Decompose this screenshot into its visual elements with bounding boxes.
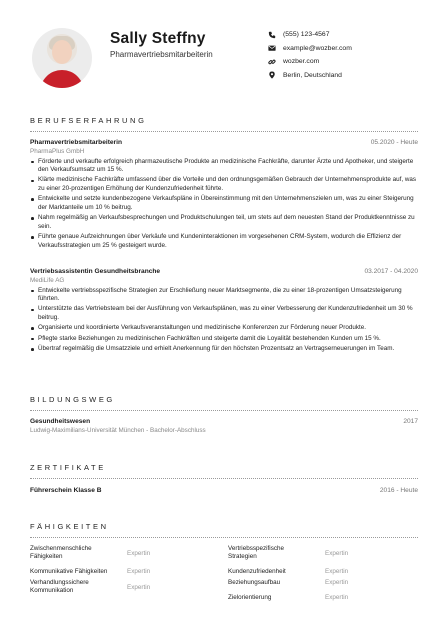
skill-name: Zwischenmenschliche Fähigkeiten xyxy=(30,545,92,561)
job-date: 03.2017 - 04.2020 xyxy=(364,268,418,275)
education-entry xyxy=(30,418,418,434)
email-icon xyxy=(268,44,276,52)
skill-level: Expertin xyxy=(325,594,349,601)
section-divider xyxy=(30,131,418,132)
link-icon xyxy=(268,58,276,66)
certificates-heading: ZERTIFIKATE xyxy=(30,463,106,472)
skill-name: Kundenzufriedenheit xyxy=(228,568,286,575)
job-company: PharmaPlus GmbH xyxy=(30,147,85,155)
skill-level: Expertin xyxy=(127,568,151,575)
job-title: Vertriebsassistentin Gesundheitsbranche xyxy=(30,268,161,275)
skill-level: Expertin xyxy=(325,550,349,557)
experience-section xyxy=(30,116,418,132)
education-title: Gesundheitswesen xyxy=(30,418,91,425)
certificate-title: Führerschein Klasse B xyxy=(30,487,102,494)
job-entry xyxy=(30,139,418,252)
job-bullet: Entwickelte vertriebsspezifische Strategien zur Erschließung neuer Marktsegmente, die zu einer 18-prozentigen Umsatzsteigerung führten. xyxy=(30,287,418,304)
skill-name: Beziehungsaufbau xyxy=(228,579,281,586)
job-company: MediLife AG xyxy=(30,276,65,284)
education-detail: Ludwig-Maximilians-Universität München - Bachelor-Abschluss xyxy=(30,426,206,434)
contact-phone-text: (555) 123-4567 xyxy=(283,31,330,39)
certificates-section xyxy=(30,463,418,479)
job-entry xyxy=(30,268,418,355)
section-divider xyxy=(30,537,418,538)
candidate-role: Pharmavertriebsmitarbeiterin xyxy=(110,50,213,59)
job-bullets xyxy=(30,287,418,354)
certificate-date: 2016 - Heute xyxy=(379,487,418,494)
job-bullet: Pflegte starke Beziehungen zu medizinischen Fachkräften und steigerte damit die Loyalität bestehenden Kunden um 15 %. xyxy=(30,335,418,344)
job-bullet: Übertraf regelmäßig die Umsatzziele und erhielt Anerkennung für den höchsten Prozentsatz an Vertragserneuerungen im Team. xyxy=(30,345,418,354)
job-date: 05.2020 - Heute xyxy=(370,139,418,146)
skills-heading: FÄHIGKEITEN xyxy=(30,522,109,531)
education-year: 2017 xyxy=(403,418,418,425)
contact-phone[interactable] xyxy=(268,28,352,42)
avatar xyxy=(32,28,92,88)
job-bullet: Führte genaue Aufzeichnungen über Verkäufe und Kundeninteraktionen im vorgesehenen CRM-System, wodurch die Effizienz der Verkaufsstrategien um 25 % gesteigert wurde. xyxy=(30,233,418,250)
candidate-name: Sally Steffny xyxy=(110,30,206,47)
job-title: Pharmavertriebsmitarbeiterin xyxy=(30,139,122,146)
skill-name: Vertriebsspezifische Strategien xyxy=(228,545,284,561)
job-bullet: Organisierte und koordinierte Verkaufsveranstaltungen und medizinische Konferenzen zur Förderung neuer Produkte. xyxy=(30,324,418,333)
contact-website[interactable] xyxy=(268,55,352,69)
location-icon xyxy=(268,71,276,79)
contact-website-text: wozber.com xyxy=(283,58,320,66)
job-bullets xyxy=(30,158,418,251)
job-bullet: Klärte medizinische Fachkräfte umfassend über die Vorteile und den ordnungsgemäßen Gebrauch der Unternehmensprodukte auf, was zu einer 20-prozentigen Erhöhung der Kundenzufriedenheit führte. xyxy=(30,176,418,193)
education-heading: BILDUNGSWEG xyxy=(30,395,115,404)
contact-location-text: Berlin, Deutschland xyxy=(283,71,342,79)
skills-section xyxy=(30,522,418,538)
phone-icon xyxy=(268,31,276,39)
job-bullet: Entwickelte und setzte kundenbezogene Verkaufspläne in Übereinstimmung mit den Unternehmenszielen um, was zu einer Steigerung der Marktanteile um 10 % beitrug. xyxy=(30,195,418,212)
job-bullet: Nahm regelmäßig an Verkaufsbesprechungen und Produktschulungen teil, um stets auf dem neuesten Stand der Produktkenntnisse zu sein. xyxy=(30,214,418,231)
section-divider xyxy=(30,410,418,411)
job-bullet: Förderte und verkaufte erfolgreich pharmazeutische Produkte an medizinische Fachkräfte, darunter Ärzte und Apotheker, und steigerte den Verkaufsumsatz um 15 %. xyxy=(30,158,418,175)
contact-email[interactable] xyxy=(268,42,352,56)
skill-level: Expertin xyxy=(325,579,349,586)
education-section xyxy=(30,395,418,411)
skill-level: Expertin xyxy=(127,584,151,591)
experience-heading: BERUFSERFAHRUNG xyxy=(30,116,147,125)
skill-level: Expertin xyxy=(127,550,151,557)
contact-email-text: example@wozber.com xyxy=(283,44,352,52)
job-bullet: Unterstützte das Vertriebsteam bei der Ausführung von Verkaufsplänen, was zu einer Verbesserung der Kundenzufriedenheit um 30 % beitrug. xyxy=(30,305,418,322)
contact-list xyxy=(268,28,352,82)
skill-name: Zielorientierung xyxy=(228,594,272,601)
skill-level: Expertin xyxy=(325,568,349,575)
certificate-entry xyxy=(30,487,418,494)
skill-name: Verhandlungssichere Kommunikation xyxy=(30,579,89,595)
section-divider xyxy=(30,478,418,479)
contact-location xyxy=(268,69,352,83)
skill-name: Kommunikative Fähigkeiten xyxy=(30,568,108,575)
resume-header xyxy=(0,0,448,105)
